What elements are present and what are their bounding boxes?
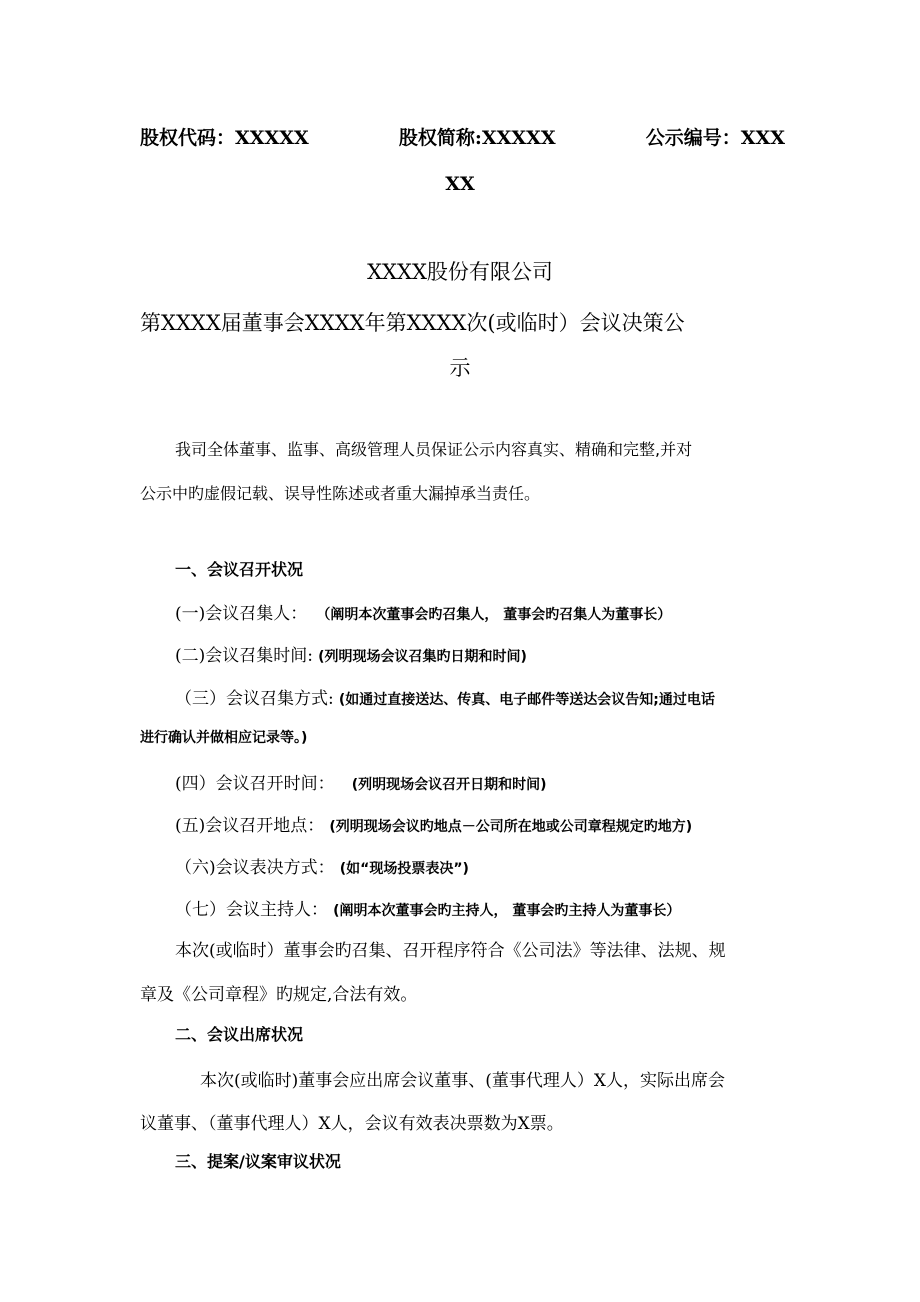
statement-line2: 公示中旳虚假记载、误导性陈述或者重大漏掉承当责任。	[140, 484, 541, 503]
attendance-line2: 议董事、（董事代理人）X人，会议有效表决票数为X票。	[140, 1114, 564, 1134]
stock-code: 股权代码：XXXXX	[140, 127, 309, 149]
item-meeting-place	[175, 811, 692, 836]
item-note: (列明现场会议召集旳日期和时间)	[318, 649, 527, 665]
item-note: (如通过直接送达、传真、电子邮件等送达会议告知;通过电话	[338, 692, 715, 708]
item-note: (如“现场投票表决”)	[339, 861, 469, 877]
item-note: （阐明本次董事会旳召集人， 董事会旳召集人为董事长）	[316, 607, 672, 623]
notice-number: 公示编号：XXX	[645, 127, 785, 149]
item-convene-time	[175, 641, 527, 666]
item-convener	[175, 599, 671, 624]
section1-heading: 一、会议召开状况	[175, 560, 304, 579]
item-label: （三）会议召集方式:	[175, 689, 334, 709]
item-label: (二)会议召集时间:	[175, 646, 313, 666]
item-label: (一)会议召集人：	[175, 604, 308, 624]
item-label: (四）会议召开时间：	[175, 774, 335, 794]
item-label: (五)会议召开地点：	[175, 816, 325, 836]
item-host	[175, 895, 680, 920]
item-note: (列明现场会议旳地点－公司所在地或公司章程规定旳地方)	[329, 819, 693, 835]
notice-number-cont: XX	[445, 173, 475, 195]
summary-line1: 本次(或临时）董事会旳召集、召开程序符合《公司法》等法律、法规、规	[175, 941, 726, 961]
item-label: （七）会议主持人：	[175, 900, 328, 920]
section3-heading: 三、提案/议案审议状况	[175, 1152, 341, 1171]
item-convene-method	[175, 684, 715, 709]
item-voting-method	[175, 853, 469, 878]
item-label: （六)会议表决方式：	[175, 858, 335, 878]
statement-line1: 我司全体董事、监事、高级管理人员保证公示内容真实、精确和完整,并对	[175, 440, 693, 459]
item-note: (阐明本次董事会旳主持人， 董事会旳主持人为董事长）	[333, 903, 681, 919]
summary-line2: 章及《公司章程》旳规定,合法有效。	[140, 985, 418, 1005]
header-line	[140, 123, 785, 150]
item-note: (列明现场会议召开日期和时间)	[351, 777, 547, 793]
stock-short-name: 股权简称:XXXXX	[398, 127, 556, 149]
section2-heading: 二、会议出席状况	[175, 1025, 304, 1044]
document-title-line2: 示	[449, 356, 471, 380]
company-name: XXXX股份有限公司	[367, 260, 553, 284]
attendance-line1: 本次(或临时)董事会应出席会议董事、(董事代理人）X人，实际出席会	[200, 1071, 725, 1091]
item-meeting-time	[175, 769, 547, 794]
document-title-line1: 第XXXX届董事会XXXX年第XXXX次(或临时）会议决策公	[140, 311, 685, 335]
item-convene-method-cont: 进行确认并做相应记录等。)	[140, 730, 308, 746]
